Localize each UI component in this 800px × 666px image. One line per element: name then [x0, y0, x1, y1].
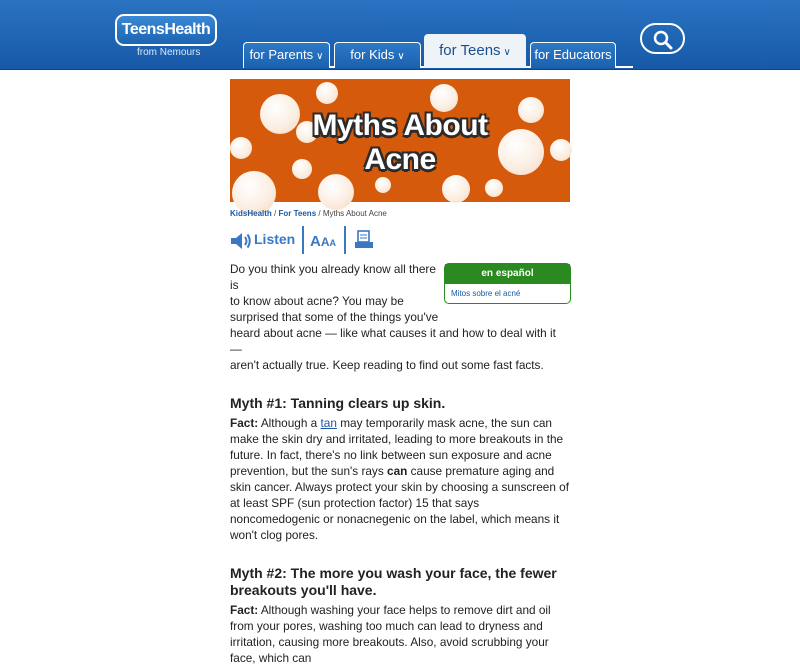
decor-dot: [316, 82, 338, 104]
breadcrumb: [230, 209, 387, 218]
espanol-link[interactable]: Mitos sobre el acné: [451, 289, 521, 298]
decor-dot: [430, 84, 458, 112]
decor-dot: [230, 137, 252, 159]
breadcrumb-separator: /: [318, 209, 321, 218]
chevron-down-icon: ∨: [503, 47, 511, 58]
tab-for-parents[interactable]: [243, 42, 330, 68]
logo-subtext: from Nemours: [137, 47, 201, 58]
chevron-down-icon: ∨: [397, 51, 405, 62]
decor-dot: [442, 175, 470, 203]
breadcrumb-current: Myths About Acne: [322, 209, 387, 218]
text-size-small: A: [329, 238, 337, 248]
breadcrumb-separator: /: [274, 209, 277, 218]
speaker-icon: [230, 231, 252, 251]
decor-dot: [375, 177, 391, 193]
myth-2-heading: Myth #2: The more you wash your face, the fewer breakouts you'll have.: [230, 565, 557, 598]
decor-dot: [485, 179, 503, 197]
myth-2-fact: [230, 602, 570, 666]
hero-title-line2: Acne: [364, 143, 436, 176]
toolbar-divider: [344, 226, 346, 254]
fact-label: Fact:: [230, 416, 259, 430]
text-size-button[interactable]: [310, 233, 336, 251]
tab-for-educators[interactable]: [530, 42, 616, 68]
fact-text: Although washing your face helps to remove dirt and oil from your pores, washing too much can lead to dryness and irritation, causing more breakouts. Also, avoid scrubbing your face, which can: [230, 603, 551, 665]
tab-for-teens[interactable]: [424, 34, 526, 68]
toolbar-divider: [302, 226, 304, 254]
intro-paragraph-top: [230, 261, 440, 325]
decor-dot: [518, 97, 544, 123]
listen-button[interactable]: [230, 229, 300, 251]
search-button[interactable]: [640, 23, 685, 54]
decor-dot: [550, 139, 572, 161]
hero-title: [300, 109, 500, 177]
logo-text: TeensHealth: [115, 14, 217, 46]
site-header: [0, 0, 800, 70]
bold-word: can: [387, 464, 408, 478]
article-body: [230, 261, 570, 666]
myth-1-heading: Myth #1: Tanning clears up skin.: [230, 395, 446, 411]
tab-for-kids[interactable]: [334, 42, 421, 68]
print-button[interactable]: [354, 230, 374, 250]
teenshealth-logo[interactable]: [115, 14, 217, 62]
fact-text: Although a: [258, 416, 321, 430]
intro-line: aren't actually true. Keep reading to find out some fast facts.: [230, 358, 544, 372]
decor-dot: [260, 94, 300, 134]
intro-line: surprised that some of the things you've: [230, 310, 439, 324]
text-size-big: A: [310, 233, 321, 250]
search-icon: [653, 30, 673, 50]
print-icon: [354, 230, 374, 250]
tab-label: for Kids: [350, 47, 395, 62]
fact-text: may temporarily mask acne, the sun can make the skin dry and irritated, leading to more breakouts in the future. In fact, there's no link between sun exposure and acne prevention, but the sun's rays: [230, 416, 564, 478]
intro-line: Do you think you already know all there is: [230, 262, 436, 292]
tab-label: for Educators: [534, 47, 612, 62]
intro-line: to know about acne? You may be: [230, 294, 404, 308]
tan-link[interactable]: tan: [320, 416, 337, 430]
decor-dot: [498, 129, 544, 175]
listen-label: Listen: [254, 231, 296, 247]
breadcrumb-kidshealth[interactable]: KidsHealth: [230, 209, 272, 218]
intro-line: heard about acne — like what causes it and how to deal with it —: [230, 326, 556, 356]
fact-text: cause premature aging and skin cancer. Always protect your skin by choosing a sunscreen of at least SPF (sun protection factor) 15 that says noncomedogenic or nonacnegenic on the label, which means it won't clog pores.: [230, 464, 570, 542]
intro-paragraph-rest: [230, 325, 570, 373]
hero-banner: [230, 79, 570, 202]
hero-title-line1: Myths About: [312, 109, 488, 142]
tab-label: for Teens: [439, 42, 501, 59]
espanol-heading: en español: [445, 264, 570, 284]
tab-label: for Parents: [249, 47, 314, 62]
breadcrumb-for-teens[interactable]: For Teens: [278, 209, 317, 218]
text-size-med: A: [320, 235, 330, 249]
chevron-down-icon: ∨: [316, 51, 324, 62]
decor-dot: [318, 174, 354, 210]
myth-1-fact: [230, 415, 570, 543]
fact-label: Fact:: [230, 603, 259, 617]
